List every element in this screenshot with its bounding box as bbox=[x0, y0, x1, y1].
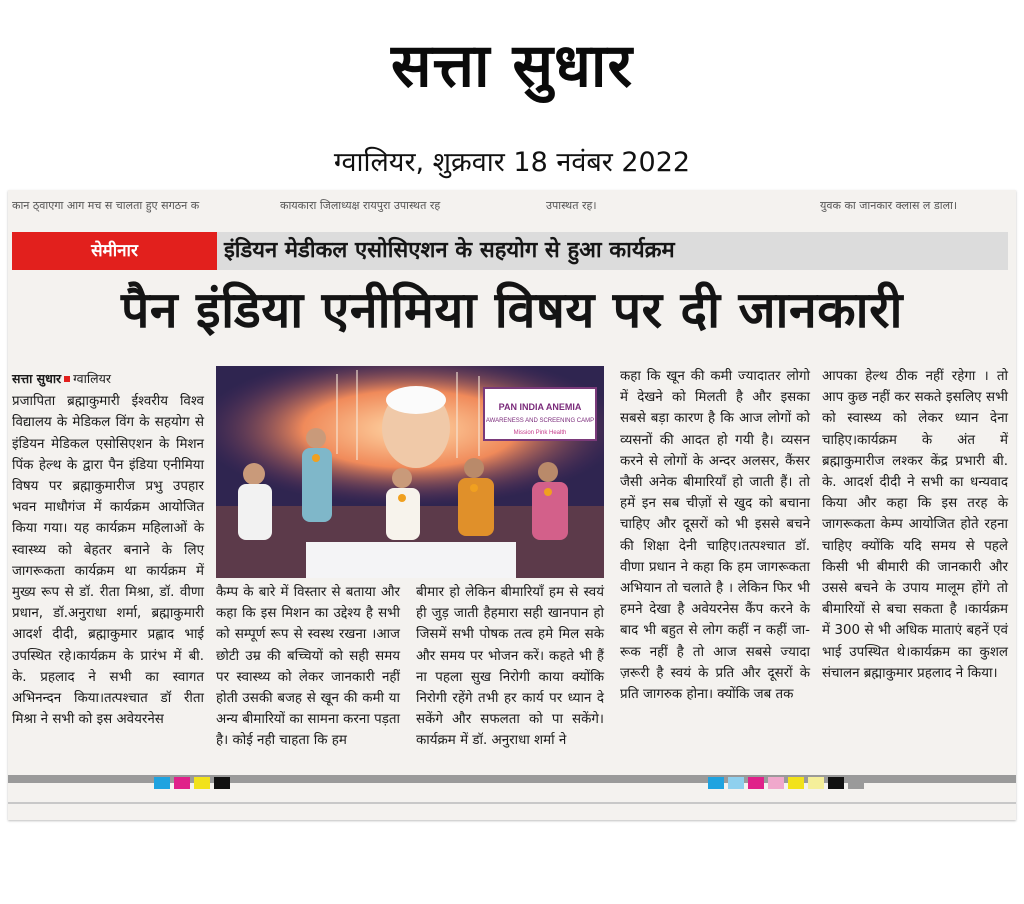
strip-text-2: कायकारा जिलाध्यक्ष रायपुरा उपास्थत रह bbox=[280, 199, 441, 212]
column-4-text: कहा कि खून की कमी ज्यादातर लोगो में देखने को मिलती है और इसका सबसे बड़ा कारण है कि आज लोगों को व्यसनों की आदत हो गयी है। व्यसन करने से लोगों के अन्दर अलसर, कैंसर जैसी अनेक बीमारियाँ हो जाती हैं। तो हमें इन सब चीज़ों से खुद को बचाना चाहिए और दूसरों को भी इससे बचने की शिक्षा देनी चाहिए।तत्पश्चात डॉ. वीणा प्रधान ने कहा कि हम जागरूकता अभियान तो चलाते है । लेकिन फिर भी हमने देखा है अवेयरनेस कैंप करने के बाद भी बहुत से लोग कहीं न कहीं जा-रूक नहीं है तो आज सबसे ज्यादा ज़रूरी है स्वयं के प्रति और दूसरों के प्रति जागरुक होना। क्योंकि जब तक bbox=[620, 369, 810, 703]
swatch-cyan bbox=[708, 777, 724, 789]
strip-text-1: कान ठ्वाएगा आग मच स चालता हुए सगठन क bbox=[12, 199, 200, 212]
swatch-yellow bbox=[194, 777, 210, 789]
swatch-yellow bbox=[788, 777, 804, 789]
article-column-3 bbox=[416, 582, 604, 752]
kicker-bar bbox=[12, 232, 1008, 270]
article-column-1 bbox=[12, 368, 204, 730]
banner-line-2: AWARENESS AND SCREENING CAMP bbox=[485, 418, 595, 424]
event-photo bbox=[216, 366, 604, 578]
byline bbox=[12, 368, 204, 389]
swatch-magenta bbox=[748, 777, 764, 789]
column-1-text: प्रजापिता ब्रह्माकुमारी ईश्वरीय विश्व विद्यालय के मेडिकल विंग के सहयोग से इंडियन मेडिकल एसोसिएशन के मिशन पिंक हेल्थ के द्वारा पैन इंडिया एनीमिया विषय पर ब्रह्माकुमारीज प्रभु उपहार भवन माधौगंज में कार्यक्रम आयोजित किया गया। यह कार्यक्रम महिलाओं के स्वास्थ्य को बेहतर बनाने के लिए जागरूकता कार्यक्रम था कार्यक्रम में मुख्य रूप से डॉ. रीता मिश्रा, डॉ. वीणा प्रधान, डॉ.अनुराधा शर्मा, ब्रह्माकुमारी आदर्श दीदी, ब्रह्माकुमार प्रह्लाद भाई उपस्थित रहे।कार्यक्रम के प्रारंभ में बी. के. प्रहलाद ने सभी का स्वागत अभिनन्दन किया।तत्पश्चात डॉ रीता मिश्रा ने सभी को इस अवेयरनेस bbox=[12, 394, 204, 728]
swatch-magenta bbox=[174, 777, 190, 789]
kicker-text: इंडियन मेडीकल एसोसिएशन के सहयोग से हुआ कार्यक्रम bbox=[224, 238, 675, 263]
byline-paper: सत्ता सुधार bbox=[12, 371, 62, 386]
color-swatches-right bbox=[708, 774, 868, 786]
strip-text-3: उपास्थत रह। bbox=[546, 199, 597, 212]
section-tag: सेमीनार bbox=[12, 232, 217, 270]
previous-article-strip bbox=[8, 196, 1016, 214]
byline-city: ग्वालियर bbox=[73, 371, 111, 386]
headline: पैन इंडिया एनीमिया विषय पर दी जानकारी bbox=[121, 281, 903, 339]
masthead: सत्ता सुधार bbox=[391, 31, 633, 101]
swatch-black bbox=[828, 777, 844, 789]
column-3-text: बीमार हो लेकिन बीमारियाँ हम से स्वयं ही जुड़ जाती हैहमारा सही खानपान हो जिसमें सभी पोषक तत्व हमे मिल सके और समय पर भोजन करें। कहते भी हैं ना पहला सुख निरोगी काया क्योंकि निरोगी रहेंगे तभी हर कार्य पर ध्यान दे सकेंगे और सफलता को पा सकेंगे।कार्यक्रम में डॉ. अनुराधा शर्मा ने bbox=[416, 585, 604, 749]
column-5-text: आपका हेल्थ ठीक नहीं रहेगा । तो आप कुछ नहीं कर सकते इसलिए सभी को स्वास्थ्य को लेकर ध्यान देना चाहिए।कार्यक्रम के अंत में ब्रह्माकुमारीज लश्कर केंद्र प्रभारी बी. के. आदर्श दीदी ने सभी का धन्यवाद किया और कहा कि इस तरह के जागरूकता केम्प आयोजित होते रहना चाहिए क्योंकि यदि समय से पहले किसी भी बीमारी की जानकारी और उससे बचने के उपाय मालूम होंगे तो बीमारियों से बचा सकता है ।कार्यक्रम में 300 से भी अधिक माताएं बहनें एवं भाई उपस्थित थे।कार्यक्रम का कुशल संचालन ब्रह्माकुमार प्रहलाद ने किया। bbox=[822, 369, 1008, 681]
color-swatches-left bbox=[154, 774, 234, 786]
byline-square-icon bbox=[64, 376, 70, 382]
article-column-2 bbox=[216, 582, 400, 752]
divider bbox=[8, 802, 1016, 804]
article-column-4 bbox=[620, 366, 810, 705]
article-column-5 bbox=[822, 366, 1008, 684]
swatch-light-cyan bbox=[728, 777, 744, 789]
swatch-grey bbox=[848, 777, 864, 789]
newspaper-clipping bbox=[8, 190, 1016, 820]
swatch-black bbox=[214, 777, 230, 789]
swatch-cyan bbox=[154, 777, 170, 789]
dateline: ग्वालियर, शुक्रवार 18 नवंबर 2022 bbox=[333, 147, 691, 178]
strip-text-4: युवक का जानकार क्लास ल डाला। bbox=[820, 199, 958, 212]
column-2-text: कैम्प के बारे में विस्तार से बताया और कहा कि इस मिशन का उद्देश्य है सभी को सम्पूर्ण रूप से स्वस्थ रखना ।आज छोटी उम्र की बच्चियों को सही समय पर स्वास्थ्य को लेकर जानकारी नहीं होती उसकी बजह से खून की कमी या अन्य बीमारियों का सामना करना पड़ता है। कोई नही चाहता कि हम bbox=[216, 585, 400, 749]
banner-line-1: PAN INDIA ANEMIA bbox=[498, 402, 582, 412]
swatch-light-magenta bbox=[768, 777, 784, 789]
banner-logo: Mission Pink Health bbox=[513, 430, 567, 436]
swatch-light-yellow bbox=[808, 777, 824, 789]
